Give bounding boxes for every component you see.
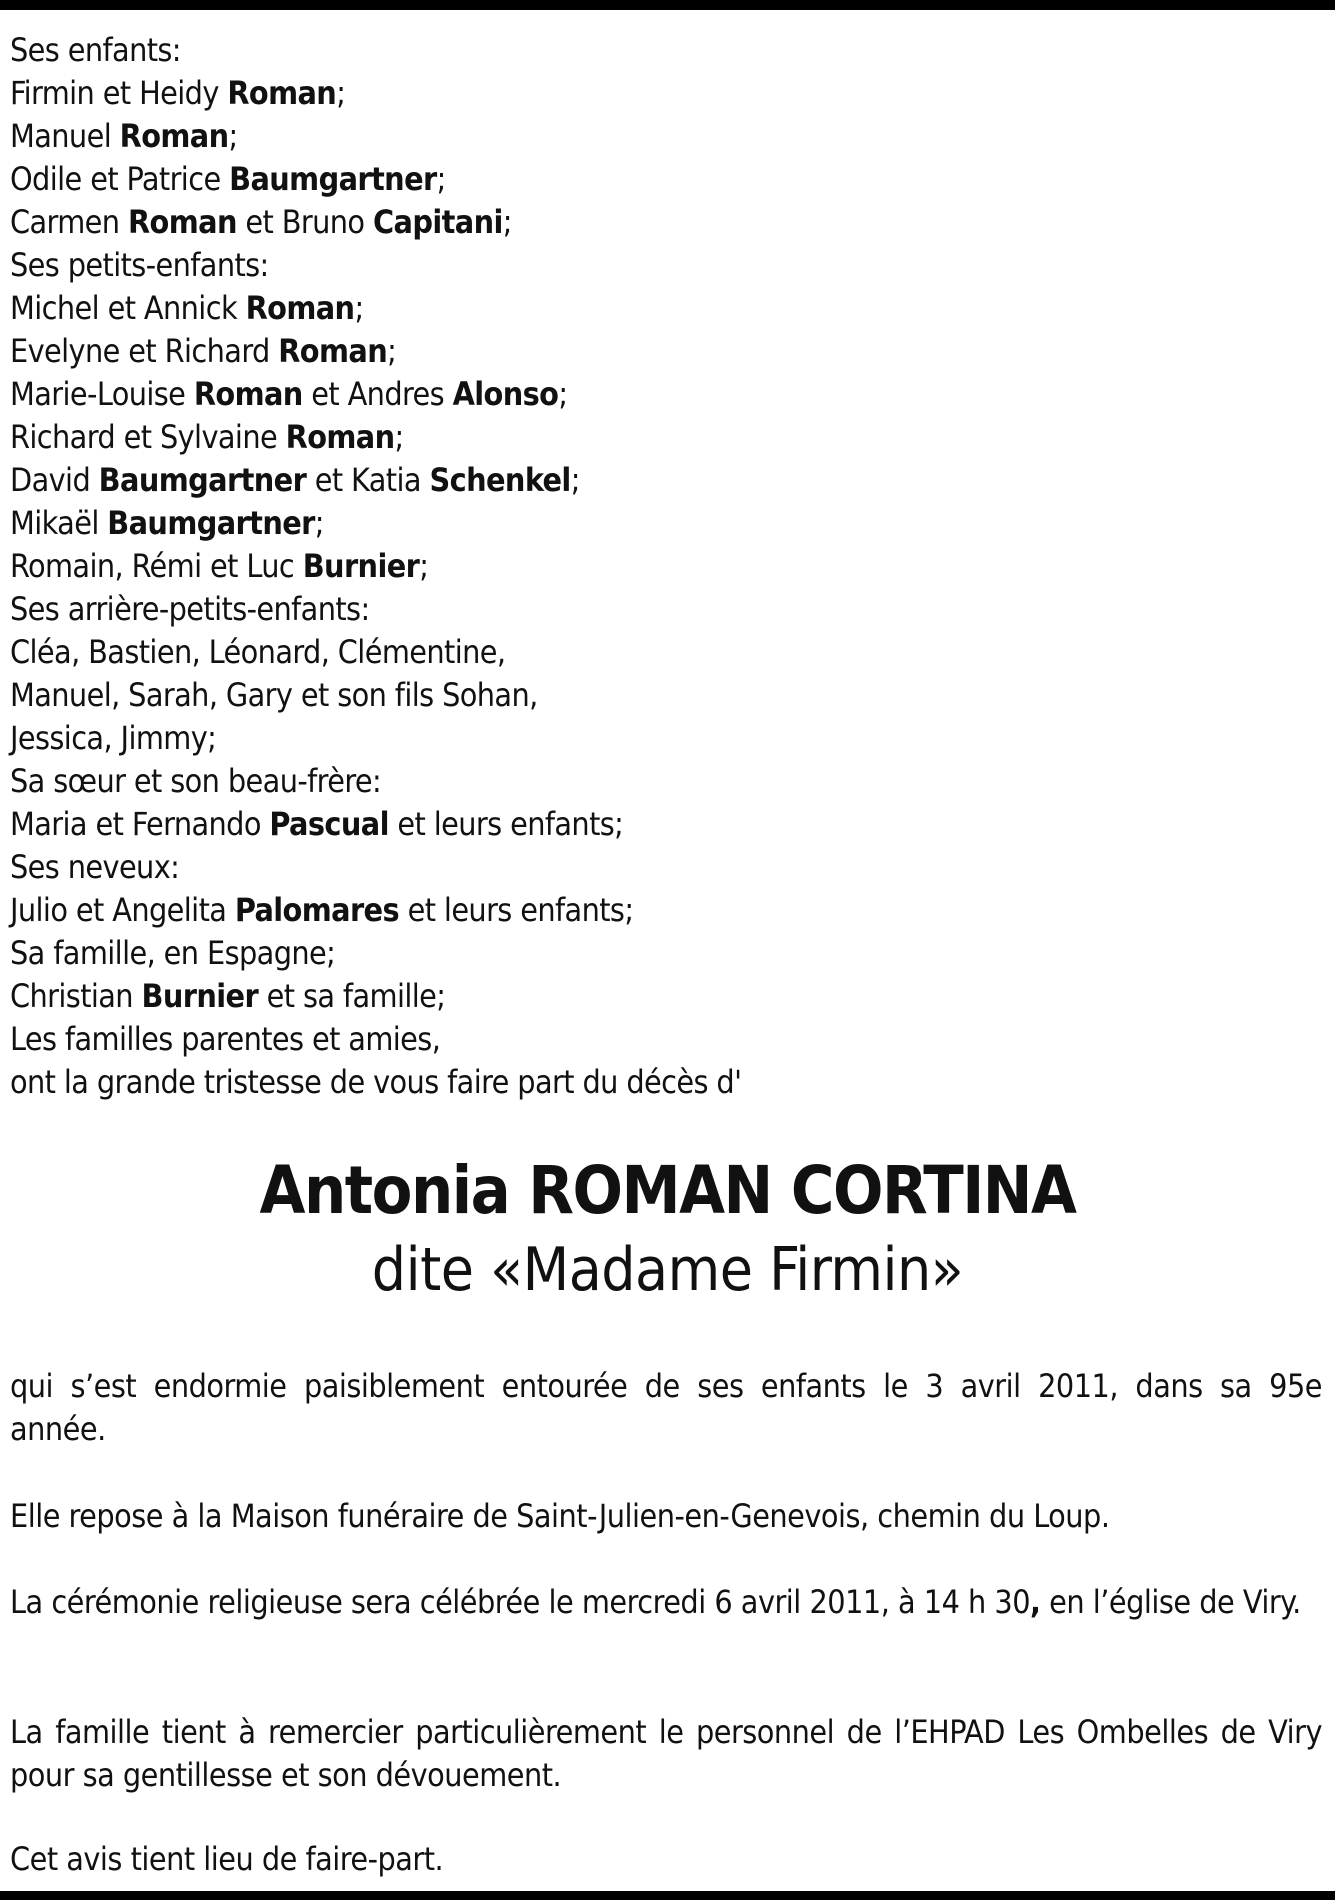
family-line — [10, 29, 1320, 72]
family-text: ; — [570, 461, 580, 499]
family-text: et Bruno — [236, 203, 373, 241]
family-surname: Baumgartner — [107, 504, 315, 542]
family-text: ; — [314, 504, 324, 542]
deceased-block — [0, 1150, 1335, 1308]
family-surname: Alonso — [452, 375, 559, 413]
rest-paragraph: Elle repose à la Maison funéraire de Saint-Julien-en-Genevois, chemin du Loup. — [10, 1497, 1110, 1535]
family-line — [10, 72, 1320, 115]
family-line — [10, 803, 1320, 846]
family-text: Evelyne et Richard — [10, 332, 279, 370]
ceremony-paragraph — [10, 1581, 1322, 1624]
family-text: ; — [336, 74, 346, 112]
family-line — [10, 502, 1320, 545]
family-surname: Schenkel — [429, 461, 571, 499]
family-line — [10, 760, 1320, 803]
family-text: David — [10, 461, 99, 499]
family-text: ; — [354, 289, 364, 327]
family-text: Ses neveux: — [10, 848, 180, 886]
family-text: ; — [228, 117, 238, 155]
family-line — [10, 588, 1320, 631]
family-line — [10, 932, 1320, 975]
family-text: ont la grande tristesse de vous faire part du décès d' — [10, 1063, 742, 1101]
family-surname: Burnier — [302, 547, 420, 585]
family-line — [10, 975, 1320, 1018]
family-surname: Roman — [127, 203, 237, 241]
family-text: et Andres — [302, 375, 453, 413]
family-text: ; — [502, 203, 512, 241]
family-text: ; — [419, 547, 429, 585]
family-list — [10, 29, 1320, 1104]
family-text: Jessica, Jimmy; — [10, 719, 217, 757]
family-text: Cléa, Bastien, Léonard, Clémentine, — [10, 633, 506, 671]
ceremony-location: en l’église de Viry. — [1040, 1583, 1301, 1621]
family-line — [10, 416, 1320, 459]
family-text: Sa sœur et son beau-frère: — [10, 762, 382, 800]
family-line — [10, 201, 1320, 244]
family-text: ; — [387, 332, 397, 370]
family-line — [10, 889, 1320, 932]
family-line — [10, 717, 1320, 760]
family-surname: Roman — [227, 74, 337, 112]
ceremony-comma: , — [1030, 1583, 1041, 1621]
family-text: Richard et Sylvaine — [10, 418, 286, 456]
family-text: Manuel — [10, 117, 120, 155]
family-line — [10, 373, 1320, 416]
family-surname: Baumgartner — [229, 160, 437, 198]
family-surname: Roman — [278, 332, 388, 370]
family-line — [10, 631, 1320, 674]
top-rule — [0, 0, 1335, 10]
family-text: et leurs enfants; — [399, 891, 634, 929]
family-line — [10, 459, 1320, 502]
family-text: Sa famille, en Espagne; — [10, 934, 336, 972]
family-surname: Pascual — [269, 805, 389, 843]
family-text: Maria et Fernando — [10, 805, 270, 843]
family-text: et Katia — [306, 461, 430, 499]
family-line — [10, 1061, 1320, 1104]
family-line — [10, 244, 1320, 287]
family-line — [10, 545, 1320, 588]
notice-paragraph: Cet avis tient lieu de faire-part. — [10, 1840, 444, 1878]
family-text: Les familles parentes et amies, — [10, 1020, 441, 1058]
deceased-nickname: dite «Madame Firmin» — [371, 1235, 964, 1305]
thanks-paragraph: La famille tient à remercier particulièrement le personnel de l’EHPAD Les Ombelles de Viry pour sa gentillesse et son dévouement. — [10, 1713, 1322, 1794]
family-text: ; — [436, 160, 446, 198]
family-text: ; — [558, 375, 568, 413]
bottom-rule — [0, 1891, 1335, 1900]
family-line — [10, 158, 1320, 201]
family-line — [10, 287, 1320, 330]
family-surname: Roman — [119, 117, 229, 155]
family-line — [10, 330, 1320, 373]
family-surname: Burnier — [141, 977, 259, 1015]
family-text: Manuel, Sarah, Gary et son fils Sohan, — [10, 676, 538, 714]
family-surname: Baumgartner — [98, 461, 307, 499]
family-text: Christian — [10, 977, 142, 1015]
family-text: Ses enfants: — [10, 31, 181, 69]
family-surname: Palomares — [234, 891, 400, 929]
family-text: et sa famille; — [258, 977, 446, 1015]
family-text: Carmen — [10, 203, 128, 241]
family-text: ; — [394, 418, 404, 456]
family-text: et leurs enfants; — [388, 805, 624, 843]
ceremony-text: La cérémonie religieuse sera célébrée le mercredi 6 avril 2011, à 14 h 30 — [10, 1583, 1031, 1621]
family-line — [10, 674, 1320, 717]
family-text: Odile et Patrice — [10, 160, 230, 198]
family-surname: Roman — [285, 418, 395, 456]
family-text: Firmin et Heidy — [10, 74, 228, 112]
family-line — [10, 1018, 1320, 1061]
deceased-name: Antonia ROMAN CORTINA — [259, 1152, 1076, 1229]
family-surname: Capitani — [373, 203, 503, 241]
family-surname: Roman — [193, 375, 303, 413]
family-text: Romain, Rémi et Luc — [10, 547, 303, 585]
family-surname: Roman — [245, 289, 355, 327]
family-text: Ses arrière-petits-enfants: — [10, 590, 370, 628]
family-text: Julio et Angelita — [10, 891, 235, 929]
family-line — [10, 115, 1320, 158]
family-text: Marie-Louise — [10, 375, 194, 413]
family-line — [10, 846, 1320, 889]
family-text: Ses petits-enfants: — [10, 246, 269, 284]
family-text: Mikaël — [10, 504, 108, 542]
family-text: Michel et Annick — [10, 289, 246, 327]
death-paragraph: qui s’est endormie paisiblement entourée de ses enfants le 3 avril 2011, dans sa 95e année. — [10, 1367, 1322, 1448]
